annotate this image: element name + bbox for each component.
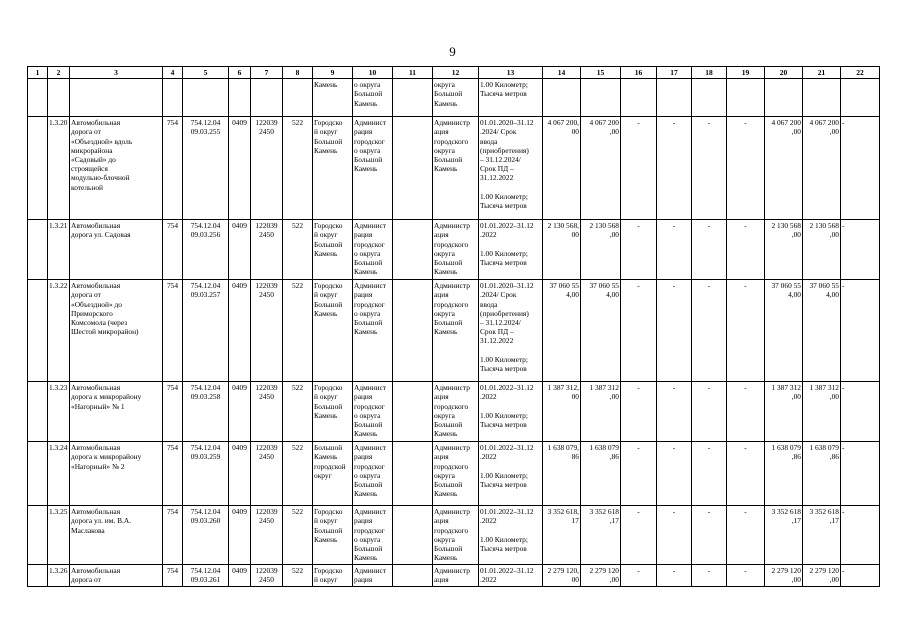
table-cell (28, 565, 48, 587)
column-number: 11 (393, 67, 433, 79)
table-cell: Городско й округ (313, 565, 353, 587)
table-cell: Админист рация городског о округа Большой Камень (353, 117, 393, 220)
register-table (27, 66, 880, 587)
table-cell: 754.12.04 09.03.260 (183, 506, 229, 565)
table-cell (251, 79, 283, 117)
table-cell: Автомобильная дорога от «Объездной» вдоль микрорайона «Садовый» до строящейся модульно-блочной котельной (70, 117, 163, 220)
table-cell: 37 060 55 4,00 (765, 280, 803, 382)
table-cell: 2 279 120 ,00 (581, 565, 621, 587)
table-cell: 122039 2450 (251, 382, 283, 442)
table-cell: - (841, 565, 880, 587)
table-cell: - (621, 382, 657, 442)
table-cell: 522 (283, 220, 313, 280)
table-cell (28, 220, 48, 280)
table-cell: Автомобильная дорога от (70, 565, 163, 587)
table-cell: - (841, 220, 880, 280)
table-cell: - (657, 442, 692, 506)
table-cell: 1.3.25 (48, 506, 70, 565)
table-cell: 522 (283, 442, 313, 506)
table-cell: - (657, 382, 692, 442)
table-cell (621, 79, 657, 117)
table-cell (543, 79, 581, 117)
table-cell: 122039 2450 (251, 280, 283, 382)
table-cell (393, 117, 433, 220)
table-cell: 522 (283, 117, 313, 220)
table-cell: 754 (163, 117, 183, 220)
table-cell (657, 79, 692, 117)
table-cell: округа Большой Камень (433, 79, 479, 117)
table-cell: 0409 (229, 280, 251, 382)
table-cell: - (841, 382, 880, 442)
column-number: 3 (70, 67, 163, 79)
table-cell: - (621, 117, 657, 220)
table-cell: 01.01.2020–31.12 .2024/ Срок ввода (приобретения) – 31.12.2024/ Срок ПД – 31.12.2022 1.00 Километр; Тысяча метров (479, 280, 543, 382)
table-cell: 01.01.2022–31.12 .2022 1.00 Километр; Тысяча метров (479, 382, 543, 442)
table-cell: - (657, 565, 692, 587)
table-cell: Админист рация городског о округа Большой Камень (353, 280, 393, 382)
table-cell: 0409 (229, 506, 251, 565)
column-number: 13 (479, 67, 543, 79)
table-cell: 3 352 618 ,17 (803, 506, 841, 565)
table-cell: 37 060 55 4,00 (803, 280, 841, 382)
table-cell: 01.01.2022–31.12 .2022 1.00 Километр; Тысяча метров (479, 442, 543, 506)
table-cell (28, 442, 48, 506)
table-cell: 754 (163, 280, 183, 382)
table-cell: 522 (283, 565, 313, 587)
table-cell: Городско й округ Большой Камень (313, 117, 353, 220)
table-cell: 122039 2450 (251, 506, 283, 565)
column-number: 10 (353, 67, 393, 79)
table-cell: Автомобильная дорога к микрорайону «Нагорный» № 1 (70, 382, 163, 442)
table-cell: 2 279 120 ,00 (765, 565, 803, 587)
table-cell (727, 79, 765, 117)
table-cell: 522 (283, 382, 313, 442)
table-cell: 122039 2450 (251, 117, 283, 220)
table-cell: 2 130 568 ,00 (765, 220, 803, 280)
table-cell: 754 (163, 442, 183, 506)
table-cell: 2 130 568, 00 (543, 220, 581, 280)
table-cell (803, 79, 841, 117)
table-cell: 754.12.04 09.03.261 (183, 565, 229, 587)
table-cell: 01.01.2022–31.12 .2022 1.00 Километр; Тысяча метров (479, 506, 543, 565)
table-cell: 1 387 312, 00 (543, 382, 581, 442)
table-cell: 37 060 55 4,00 (543, 280, 581, 382)
table-cell: Большой Камень городской округ (313, 442, 353, 506)
table-cell: 0409 (229, 117, 251, 220)
table-cell: - (727, 382, 765, 442)
column-number: 20 (765, 67, 803, 79)
table-cell: 1.3.20 (48, 117, 70, 220)
table-cell: 0409 (229, 442, 251, 506)
table-cell: 522 (283, 506, 313, 565)
table-cell: - (657, 280, 692, 382)
table-cell: Администр ация городского округа Большой Камень (433, 506, 479, 565)
table-row (28, 117, 880, 220)
table-cell: Администр ация городского округа Большой Камень (433, 220, 479, 280)
table-cell: 754.12.04 09.03.259 (183, 442, 229, 506)
table-cell: - (621, 280, 657, 382)
table-cell (692, 79, 727, 117)
table-cell: 1.3.21 (48, 220, 70, 280)
column-number: 18 (692, 67, 727, 79)
table-cell: 754 (163, 220, 183, 280)
table-cell: Администр ация городского округа Большой Камень (433, 442, 479, 506)
table-cell: - (727, 565, 765, 587)
table-cell: Автомобильная дорога к микрорайону «Нагорный» № 2 (70, 442, 163, 506)
table-cell (229, 79, 251, 117)
column-number: 21 (803, 67, 841, 79)
column-number: 7 (251, 67, 283, 79)
table-cell: - (727, 220, 765, 280)
table-cell: - (692, 382, 727, 442)
table-cell: 1 638 079, 86 (543, 442, 581, 506)
table-cell: Администр ация городского округа Большой Камень (433, 382, 479, 442)
table-cell: - (692, 220, 727, 280)
column-number: 9 (313, 67, 353, 79)
table-row (28, 382, 880, 442)
table-cell: 37 060 55 4,00 (581, 280, 621, 382)
table-cell: 754 (163, 565, 183, 587)
table-cell (765, 79, 803, 117)
table-cell (393, 280, 433, 382)
table-row (28, 280, 880, 382)
table-cell: - (841, 506, 880, 565)
table-cell: 1.3.24 (48, 442, 70, 506)
table-cell: - (727, 506, 765, 565)
column-number: 2 (48, 67, 70, 79)
table-cell (48, 79, 70, 117)
table-cell: 0409 (229, 220, 251, 280)
table-cell: 1.3.22 (48, 280, 70, 382)
table-cell: 122039 2450 (251, 565, 283, 587)
column-number: 17 (657, 67, 692, 79)
table-cell (28, 79, 48, 117)
table-cell: - (692, 280, 727, 382)
table-cell: 3 352 618, 17 (543, 506, 581, 565)
table-cell (28, 280, 48, 382)
table-cell: 1 387 312 ,00 (765, 382, 803, 442)
table-cell: 4 067 200 ,00 (765, 117, 803, 220)
table-cell: 4 067 200 ,00 (803, 117, 841, 220)
table-row (28, 442, 880, 506)
column-number: 1 (28, 67, 48, 79)
table-row (28, 506, 880, 565)
table-cell (28, 506, 48, 565)
table-cell: 1.3.23 (48, 382, 70, 442)
table-row (28, 220, 880, 280)
table-cell (393, 220, 433, 280)
table-cell: Автомобильная дорога ул. им. В.А. Маслакова (70, 506, 163, 565)
page-number: 9 (449, 44, 456, 59)
table-cell: Администр ация городского округа Большой Камень (433, 280, 479, 382)
table-cell: - (727, 442, 765, 506)
table-cell: 4 067 200 ,00 (581, 117, 621, 220)
table-cell (393, 565, 433, 587)
table-cell: Автомобильная дорога от «Объездной» до Приморского Комсомола (через Шестой микрорайон) (70, 280, 163, 382)
table-cell: 4 067 200, 00 (543, 117, 581, 220)
table-cell: 754 (163, 382, 183, 442)
table-cell: Городско й округ Большой Камень (313, 506, 353, 565)
table-cell: - (727, 280, 765, 382)
table-cell: 3 352 618 ,17 (765, 506, 803, 565)
table-cell: - (692, 506, 727, 565)
table-cell (841, 79, 880, 117)
table-cell (393, 442, 433, 506)
table-cell: 522 (283, 280, 313, 382)
table-cell: 122039 2450 (251, 220, 283, 280)
table-cell (70, 79, 163, 117)
table-row (28, 79, 880, 117)
table-cell: 01.01.2022–31.12 .2022 (479, 565, 543, 587)
table-cell: - (841, 442, 880, 506)
table-cell: - (692, 565, 727, 587)
table-cell: Админист рация городског о округа Большой Камень (353, 442, 393, 506)
table-cell: 1 387 312 ,00 (803, 382, 841, 442)
table-cell: Администр ация городского округа Большой Камень (433, 117, 479, 220)
column-number: 8 (283, 67, 313, 79)
table-cell: Городско й округ Большой Камень (313, 220, 353, 280)
table-cell: 2 279 120, 00 (543, 565, 581, 587)
table-cell: 1.00 Километр; Тысяча метров (479, 79, 543, 117)
table-cell: 754 (163, 506, 183, 565)
table-cell: Админист рация городског о округа Большой Камень (353, 506, 393, 565)
table-cell: - (657, 506, 692, 565)
table-cell: 01.01.2022–31.12 .2022 1.00 Километр; Тысяча метров (479, 220, 543, 280)
table-cell: - (621, 506, 657, 565)
column-number: 5 (183, 67, 229, 79)
table-row (28, 565, 880, 587)
table-cell: 0409 (229, 565, 251, 587)
table-cell: - (657, 117, 692, 220)
column-number: 22 (841, 67, 880, 79)
table-cell: Админист рация (353, 565, 393, 587)
table-cell: о округа Большой Камень (353, 79, 393, 117)
table-cell: 1.3.26 (48, 565, 70, 587)
table-cell: 2 130 568 ,00 (803, 220, 841, 280)
table-cell: Городско й округ Большой Камень (313, 280, 353, 382)
table-cell (393, 382, 433, 442)
table-cell (283, 79, 313, 117)
table-cell: 2 130 568 ,00 (581, 220, 621, 280)
table-cell (28, 117, 48, 220)
table-cell: 754.12.04 09.03.256 (183, 220, 229, 280)
table-cell: 754.12.04 09.03.258 (183, 382, 229, 442)
table-cell: - (621, 220, 657, 280)
table-cell: 01.01.2020–31.12 .2024/ Срок ввода (приобретения) – 31.12.2024/ Срок ПД – 31.12.2022 1.00 Километр; Тысяча метров (479, 117, 543, 220)
table-cell: 754.12.04 09.03.255 (183, 117, 229, 220)
table-cell: - (841, 280, 880, 382)
column-number-row (28, 67, 880, 79)
column-number: 15 (581, 67, 621, 79)
table-cell: 1 638 079 ,86 (581, 442, 621, 506)
table-cell: 122039 2450 (251, 442, 283, 506)
table-cell: 754.12.04 09.03.257 (183, 280, 229, 382)
column-number: 19 (727, 67, 765, 79)
table-cell: 1 638 079 ,86 (765, 442, 803, 506)
column-number: 4 (163, 67, 183, 79)
table-cell: 1 387 312 ,00 (581, 382, 621, 442)
table-cell: Автомобильная дорога ул. Садовая (70, 220, 163, 280)
table-cell: - (692, 117, 727, 220)
table-cell: 3 352 618 ,17 (581, 506, 621, 565)
table-cell: Администр ация (433, 565, 479, 587)
table-cell: Админист рация городског о округа Большой Камень (353, 382, 393, 442)
column-number: 14 (543, 67, 581, 79)
column-number: 16 (621, 67, 657, 79)
table-cell: - (727, 117, 765, 220)
table-cell: 0409 (229, 382, 251, 442)
table-cell: 2 279 120 ,00 (803, 565, 841, 587)
table-cell (163, 79, 183, 117)
column-number: 12 (433, 67, 479, 79)
table-cell: - (692, 442, 727, 506)
table-cell: Камень (313, 79, 353, 117)
table-cell: - (841, 117, 880, 220)
column-number: 6 (229, 67, 251, 79)
table-cell (393, 506, 433, 565)
table-cell (183, 79, 229, 117)
table-cell: - (621, 442, 657, 506)
table-cell (581, 79, 621, 117)
table-cell: - (621, 565, 657, 587)
table-cell: - (657, 220, 692, 280)
table-cell: Админист рация городског о округа Большой Камень (353, 220, 393, 280)
table-cell (393, 79, 433, 117)
table-cell: 1 638 079 ,86 (803, 442, 841, 506)
table-cell: Городско й округ Большой Камень (313, 382, 353, 442)
table-cell (28, 382, 48, 442)
